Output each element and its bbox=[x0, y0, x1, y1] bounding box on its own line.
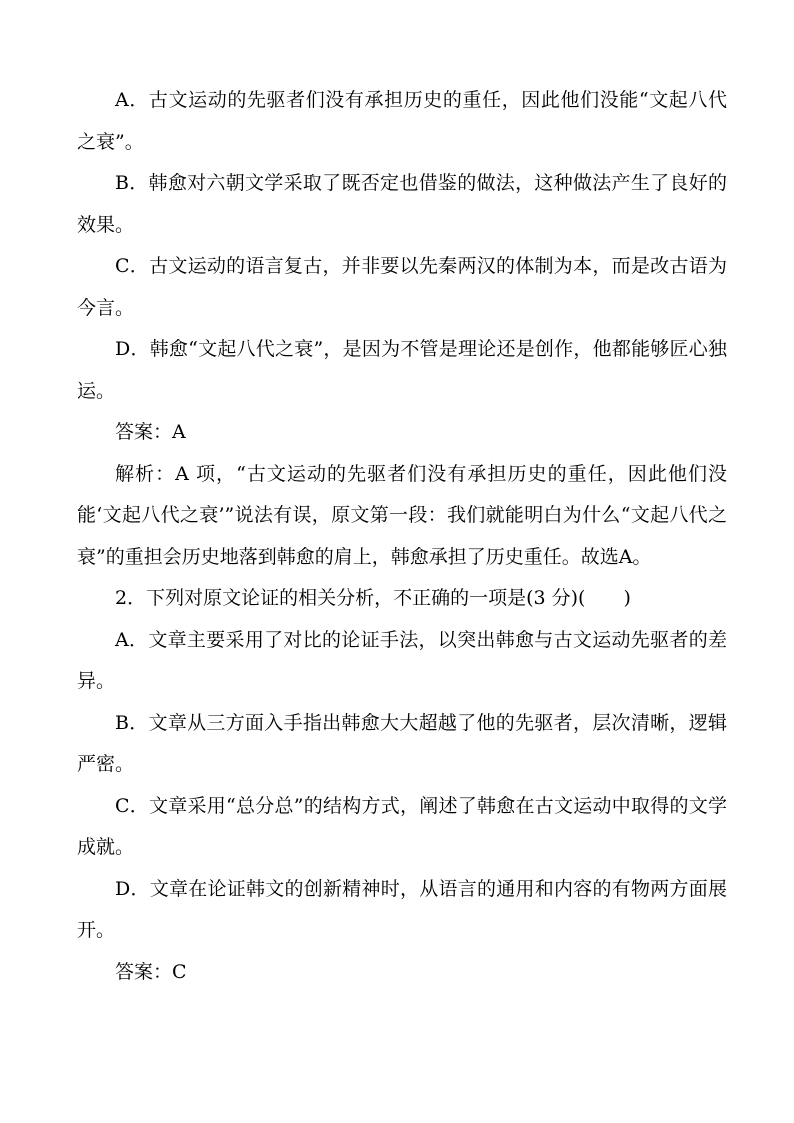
option-c-paragraph: C．古文运动的语言复古，并非要以先秦两汉的体制为本，而是改古语为今言。 bbox=[77, 255, 727, 319]
answer-1: 答案：A bbox=[115, 421, 186, 443]
q2-option-d: D．文章在论证韩文的创新精神时，从语言的通用和内容的有物两方面展开。 bbox=[77, 877, 727, 941]
q2-option-b: B．文章从三方面入手指出韩愈大大超越了他的先驱者，层次清晰，逻辑严密。 bbox=[77, 711, 727, 775]
option-d-paragraph: D．韩愈“文起八代之衰”，是因为不管是理论还是创作，他都能够匠心独运。 bbox=[77, 338, 727, 402]
question-2: 2．下列对原文论证的相关分析，不正确的一项是(3 分)( ) bbox=[115, 587, 631, 609]
explanation-1: 解析：A 项，“古文运动的先驱者们没有承担历史的重任，因此他们没能‘文起八代之衰’”说法有误，原文第一段：我们就能明白为什么“文起八代之衰”的重担会历史地落到韩愈的肩上，韩愈承担了历史重任。故选A。 bbox=[77, 462, 727, 568]
answer-2: 答案：C bbox=[115, 960, 187, 983]
q2-option-c: C．文章采用“总分总”的结构方式，阐述了韩愈在古文运动中取得的文学成就。 bbox=[77, 794, 727, 858]
option-a-paragraph: A．古文运动的先驱者们没有承担历史的重任，因此他们没能“文起八代之衰”。 bbox=[77, 89, 727, 153]
document-page bbox=[77, 80, 727, 993]
option-b-paragraph: B．韩愈对六朝文学采取了既否定也借鉴的做法，这种做法产生了良好的效果。 bbox=[77, 172, 727, 236]
q2-option-a: A．文章主要采用了对比的论证手法，以突出韩愈与古文运动先驱者的差异。 bbox=[77, 628, 727, 692]
